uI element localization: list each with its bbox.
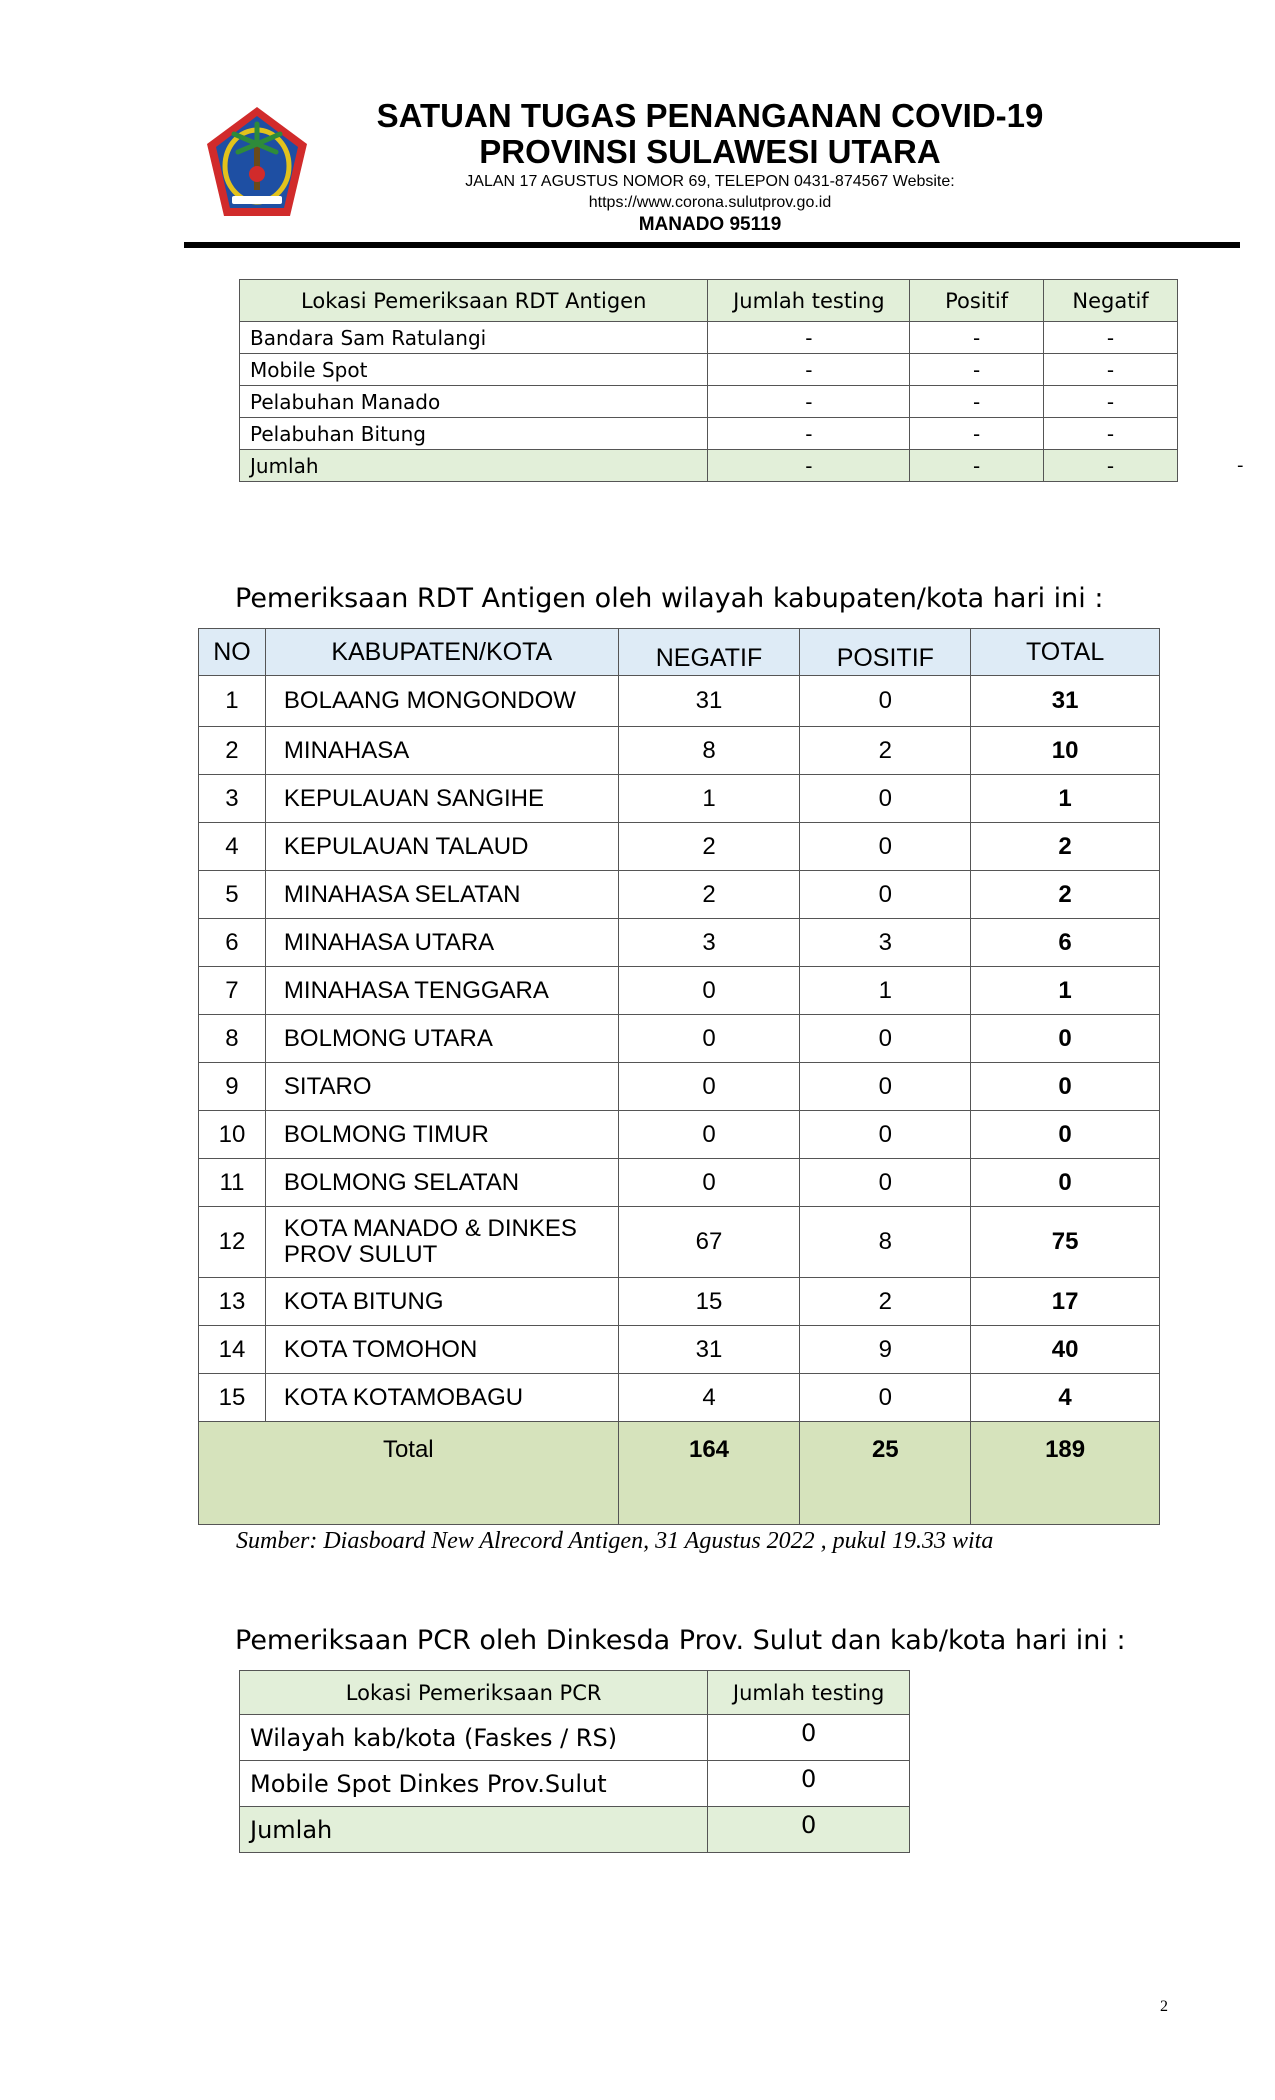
table-row bbox=[240, 1715, 910, 1761]
value-cell: - bbox=[708, 354, 910, 386]
org-title: SATUAN TUGAS PENANGANAN COVID-19 bbox=[376, 97, 1044, 134]
kabupaten-name: KOTA BITUNG bbox=[265, 1278, 618, 1326]
sum-row bbox=[240, 450, 1178, 482]
value-cell: - bbox=[910, 354, 1044, 386]
row-number: 14 bbox=[199, 1326, 266, 1374]
negatif-value: 0 bbox=[618, 967, 800, 1015]
column-header-no: NO bbox=[199, 629, 266, 676]
positif-value: 0 bbox=[800, 823, 971, 871]
rdt-region-table bbox=[198, 628, 1160, 1525]
value-cell: 0 bbox=[708, 1715, 910, 1761]
row-number: 2 bbox=[199, 727, 266, 775]
table-row bbox=[199, 727, 1160, 775]
website-link[interactable]: https://www.corona.sulutprov.go.id bbox=[588, 194, 832, 211]
value-cell: - bbox=[1044, 386, 1178, 418]
sum-row bbox=[240, 1807, 910, 1853]
column-header: Jumlah testing bbox=[708, 1671, 910, 1715]
negatif-value: 31 bbox=[618, 1326, 800, 1374]
positif-value: 0 bbox=[800, 775, 971, 823]
total-value: 2 bbox=[971, 871, 1160, 919]
sulut-province-emblem-icon bbox=[204, 104, 310, 222]
row-number: 6 bbox=[199, 919, 266, 967]
positif-value: 0 bbox=[800, 1015, 971, 1063]
table-row bbox=[199, 1015, 1160, 1063]
total-label: Total bbox=[199, 1422, 619, 1525]
row-number: 1 bbox=[199, 676, 266, 727]
rdt-location-table bbox=[239, 279, 1178, 482]
location-cell: Mobile Spot bbox=[240, 354, 708, 386]
table-row bbox=[240, 354, 1178, 386]
column-header-negatif: NEGATIF bbox=[618, 629, 800, 676]
sum-cell: - bbox=[910, 450, 1044, 482]
row-number: 4 bbox=[199, 823, 266, 871]
kabupaten-name: BOLMONG UTARA bbox=[265, 1015, 618, 1063]
positif-value: 9 bbox=[800, 1326, 971, 1374]
table-row bbox=[199, 676, 1160, 727]
table-row bbox=[199, 919, 1160, 967]
negatif-value: 0 bbox=[618, 1015, 800, 1063]
positif-value: 1 bbox=[800, 967, 971, 1015]
negatif-value: 4 bbox=[618, 1374, 800, 1422]
table-row bbox=[199, 1374, 1160, 1422]
table-row bbox=[199, 1159, 1160, 1207]
negatif-value: 2 bbox=[618, 823, 800, 871]
value-cell: - bbox=[1044, 354, 1178, 386]
table-row bbox=[199, 775, 1160, 823]
column-header: Negatif bbox=[1044, 280, 1178, 322]
sum-label: Jumlah bbox=[240, 450, 708, 482]
kabupaten-name: KEPULAUAN SANGIHE bbox=[265, 775, 618, 823]
total-value: 40 bbox=[971, 1326, 1160, 1374]
total-value: 0 bbox=[971, 1063, 1160, 1111]
table-row bbox=[240, 418, 1178, 450]
sum-cell: - bbox=[708, 450, 910, 482]
value-cell: - bbox=[910, 386, 1044, 418]
total-value: 31 bbox=[971, 676, 1160, 727]
address-line: JALAN 17 AGUSTUS NOMOR 69, TELEPON 0431-874567 Website: bbox=[465, 173, 955, 190]
positif-value: 2 bbox=[800, 727, 971, 775]
negatif-value: 0 bbox=[618, 1159, 800, 1207]
positif-value: 0 bbox=[800, 1063, 971, 1111]
table-row bbox=[199, 1063, 1160, 1111]
source-note: Sumber: Diasboard New Alrecord Antigen, 31 Agustus 2022 , pukul 19.33 wita bbox=[236, 1528, 994, 1554]
kabupaten-name: SITARO bbox=[265, 1063, 618, 1111]
total-value: 2 bbox=[971, 823, 1160, 871]
kabupaten-name: MINAHASA TENGGARA bbox=[265, 967, 618, 1015]
column-header: Lokasi Pemeriksaan RDT Antigen bbox=[240, 280, 708, 322]
row-number: 13 bbox=[199, 1278, 266, 1326]
table-header-row bbox=[240, 280, 1178, 322]
pcr-section-title: Pemeriksaan PCR oleh Dinkesda Prov. Sulut dan kab/kota hari ini : bbox=[235, 1625, 1126, 1656]
total-value: 0 bbox=[971, 1015, 1160, 1063]
table-row bbox=[199, 967, 1160, 1015]
total-total: 189 bbox=[971, 1422, 1160, 1525]
negatif-value: 15 bbox=[618, 1278, 800, 1326]
value-cell: 0 bbox=[708, 1761, 910, 1807]
kabupaten-name: BOLAANG MONGONDOW bbox=[265, 676, 618, 727]
total-value: 4 bbox=[971, 1374, 1160, 1422]
kabupaten-name: MINAHASA UTARA bbox=[265, 919, 618, 967]
row-number: 5 bbox=[199, 871, 266, 919]
rdt-region-section-title: Pemeriksaan RDT Antigen oleh wilayah kabupaten/kota hari ini : bbox=[235, 583, 1104, 614]
value-cell: - bbox=[708, 386, 910, 418]
province-title: PROVINSI SULAWESI UTARA bbox=[479, 133, 941, 170]
positif-value: 8 bbox=[800, 1207, 971, 1278]
table-header-row bbox=[199, 629, 1160, 676]
value-cell: - bbox=[708, 322, 910, 354]
table-row bbox=[240, 1761, 910, 1807]
kabupaten-name: MINAHASA SELATAN bbox=[265, 871, 618, 919]
positif-value: 3 bbox=[800, 919, 971, 967]
negatif-value: 31 bbox=[618, 676, 800, 727]
kabupaten-name: KOTA MANADO & DINKES PROV SULUT bbox=[265, 1207, 618, 1278]
total-value: 1 bbox=[971, 967, 1160, 1015]
kabupaten-name: KOTA KOTAMOBAGU bbox=[265, 1374, 618, 1422]
value-cell: - bbox=[1044, 322, 1178, 354]
positif-value: 0 bbox=[800, 1374, 971, 1422]
table-row bbox=[199, 1111, 1160, 1159]
city-postcode: MANADO 95119 bbox=[638, 214, 782, 235]
sum-label: Jumlah bbox=[240, 1807, 708, 1853]
page-number: 2 bbox=[1160, 1998, 1168, 2015]
kabupaten-name: MINAHASA bbox=[265, 727, 618, 775]
column-header-positif: POSITIF bbox=[800, 629, 971, 676]
table-row bbox=[199, 823, 1160, 871]
row-number: 7 bbox=[199, 967, 266, 1015]
column-header-total: TOTAL bbox=[971, 629, 1160, 676]
total-positif: 25 bbox=[800, 1422, 971, 1525]
value-cell: - bbox=[708, 418, 910, 450]
row-number: 10 bbox=[199, 1111, 266, 1159]
negatif-value: 0 bbox=[618, 1063, 800, 1111]
region-rows bbox=[199, 676, 1160, 1422]
total-value: 0 bbox=[971, 1159, 1160, 1207]
sum-cell: - bbox=[1044, 450, 1178, 482]
stray-dash-mark: - bbox=[1237, 455, 1244, 476]
row-number: 11 bbox=[199, 1159, 266, 1207]
row-number: 15 bbox=[199, 1374, 266, 1422]
positif-value: 0 bbox=[800, 1159, 971, 1207]
location-cell: Bandara Sam Ratulangi bbox=[240, 322, 708, 354]
column-header: Jumlah testing bbox=[708, 280, 910, 322]
positif-value: 2 bbox=[800, 1278, 971, 1326]
total-value: 10 bbox=[971, 727, 1160, 775]
kabupaten-name: BOLMONG TIMUR bbox=[265, 1111, 618, 1159]
total-row bbox=[199, 1422, 1160, 1525]
column-header: Lokasi Pemeriksaan PCR bbox=[240, 1671, 708, 1715]
location-cell: Mobile Spot Dinkes Prov.Sulut bbox=[240, 1761, 708, 1807]
table-row bbox=[199, 1207, 1160, 1278]
value-cell: - bbox=[910, 322, 1044, 354]
value-cell: - bbox=[910, 418, 1044, 450]
row-number: 8 bbox=[199, 1015, 266, 1063]
total-value: 6 bbox=[971, 919, 1160, 967]
location-cell: Pelabuhan Manado bbox=[240, 386, 708, 418]
negatif-value: 0 bbox=[618, 1111, 800, 1159]
total-value: 1 bbox=[971, 775, 1160, 823]
row-number: 12 bbox=[199, 1207, 266, 1278]
sum-cell: 0 bbox=[708, 1807, 910, 1853]
pcr-table bbox=[239, 1670, 910, 1853]
column-header: Positif bbox=[910, 280, 1044, 322]
table-row bbox=[199, 1278, 1160, 1326]
kabupaten-name: BOLMONG SELATAN bbox=[265, 1159, 618, 1207]
total-value: 17 bbox=[971, 1278, 1160, 1326]
value-cell: - bbox=[1044, 418, 1178, 450]
table-row bbox=[199, 1326, 1160, 1374]
table-row bbox=[240, 322, 1178, 354]
total-value: 75 bbox=[971, 1207, 1160, 1278]
positif-value: 0 bbox=[800, 1111, 971, 1159]
negatif-value: 1 bbox=[618, 775, 800, 823]
table-row bbox=[199, 871, 1160, 919]
negatif-value: 2 bbox=[618, 871, 800, 919]
positif-value: 0 bbox=[800, 871, 971, 919]
negatif-value: 67 bbox=[618, 1207, 800, 1278]
column-header-kab: KABUPATEN/KOTA bbox=[265, 629, 618, 676]
kabupaten-name: KOTA TOMOHON bbox=[265, 1326, 618, 1374]
kabupaten-name: KEPULAUAN TALAUD bbox=[265, 823, 618, 871]
positif-value: 0 bbox=[800, 676, 971, 727]
total-negatif: 164 bbox=[618, 1422, 800, 1525]
table-header-row bbox=[240, 1671, 910, 1715]
table-row bbox=[240, 386, 1178, 418]
total-value: 0 bbox=[971, 1111, 1160, 1159]
location-cell: Pelabuhan Bitung bbox=[240, 418, 708, 450]
row-number: 9 bbox=[199, 1063, 266, 1111]
header-divider bbox=[184, 242, 1240, 248]
location-cell: Wilayah kab/kota (Faskes / RS) bbox=[240, 1715, 708, 1761]
negatif-value: 3 bbox=[618, 919, 800, 967]
negatif-value: 8 bbox=[618, 727, 800, 775]
row-number: 3 bbox=[199, 775, 266, 823]
